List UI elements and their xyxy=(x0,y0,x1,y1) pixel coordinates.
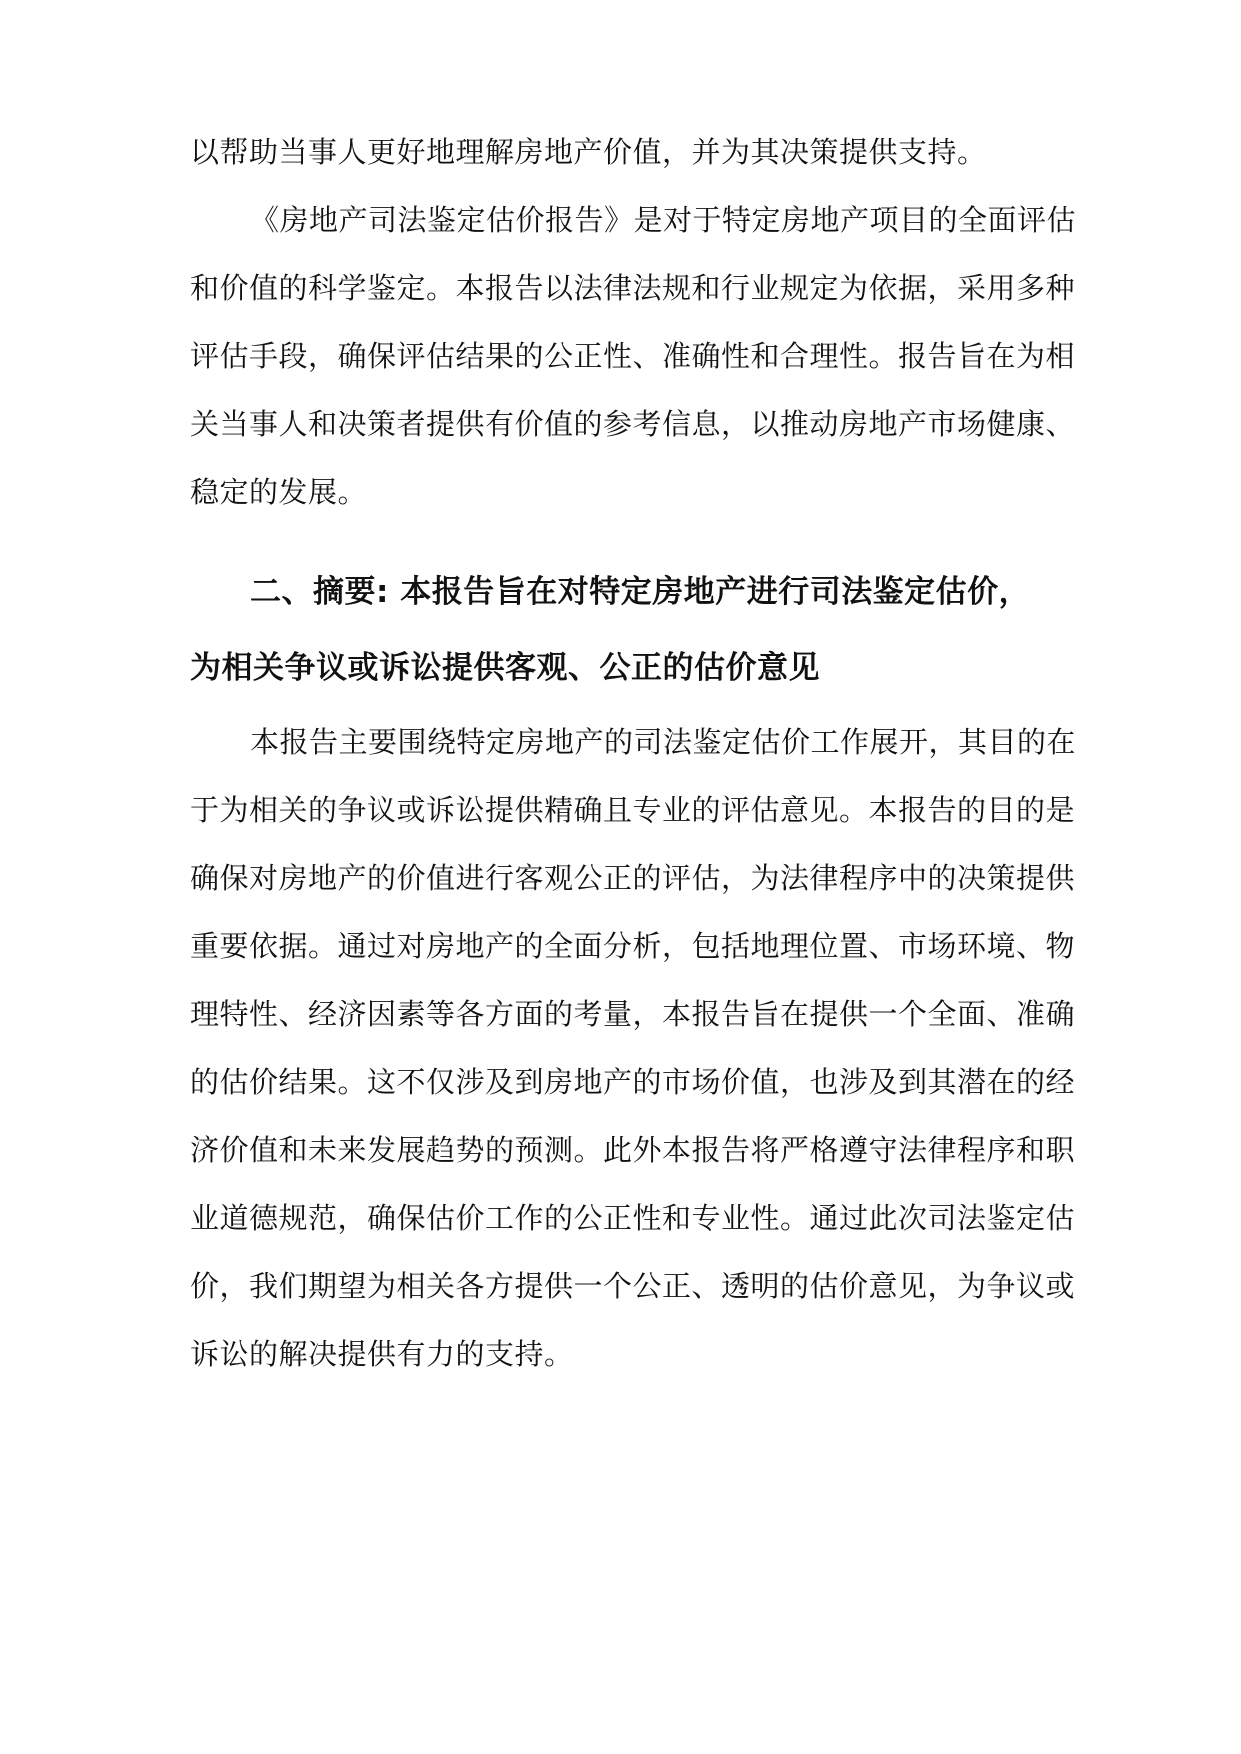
paragraph1-line-2: 和价值的科学鉴定。本报告以法律法规和行业规定为依据，采用多种 xyxy=(190,271,1076,305)
paragraph1-line-3: 评估手段，确保评估结果的公正性、准确性和合理性。报告旨在为相 xyxy=(190,339,1076,373)
paragraph1-line-5: 稳定的发展。 xyxy=(190,475,368,509)
paragraph2-line-10: 诉讼的解决提供有力的支持。 xyxy=(190,1337,574,1371)
paragraph2-line-1: 本报告主要围绕特定房地产的司法鉴定估价工作展开，其目的在 xyxy=(250,725,1077,759)
paragraph2-line-4: 重要依据。通过对房地产的全面分析，包括地理位置、市场环境、物 xyxy=(190,929,1076,963)
paragraph2-line-9: 价，我们期望为相关各方提供一个公正、透明的估价意见，为争议或 xyxy=(190,1269,1076,1303)
paragraph2-line-7: 济价值和未来发展趋势的预测。此外本报告将严格遵守法律程序和职 xyxy=(190,1133,1076,1167)
paragraph2-line-3: 确保对房地产的价值进行客观公正的评估，为法律程序中的决策提供 xyxy=(190,861,1076,895)
paragraph2-line-8: 业道德规范，确保估价工作的公正性和专业性。通过此次司法鉴定估 xyxy=(190,1201,1076,1235)
paragraph2-line-6: 的估价结果。这不仅涉及到房地产的市场价值，也涉及到其潜在的经 xyxy=(190,1065,1076,1099)
section-heading-line-1: 二、摘要: 本报告旨在对特定房地产进行司法鉴定估价， xyxy=(250,574,1031,610)
paragraph1-line-1: 《房地产司法鉴定估价报告》是对于特定房地产项目的全面评估 xyxy=(250,203,1077,237)
intro-tail-line: 以帮助当事人更好地理解房地产价值，并为其决策提供支持。 xyxy=(190,135,987,169)
paragraph2-line-5: 理特性、经济因素等各方面的考量，本报告旨在提供一个全面、准确 xyxy=(190,997,1076,1031)
section-heading-line-2: 为相关争议或诉讼提供客观、公正的估价意见 xyxy=(190,650,820,686)
paragraph1-line-4: 关当事人和决策者提供有价值的参考信息，以推动房地产市场健康、 xyxy=(190,407,1076,441)
paragraph2-line-2: 于为相关的争议或诉讼提供精确且专业的评估意见。本报告的目的是 xyxy=(190,793,1076,827)
